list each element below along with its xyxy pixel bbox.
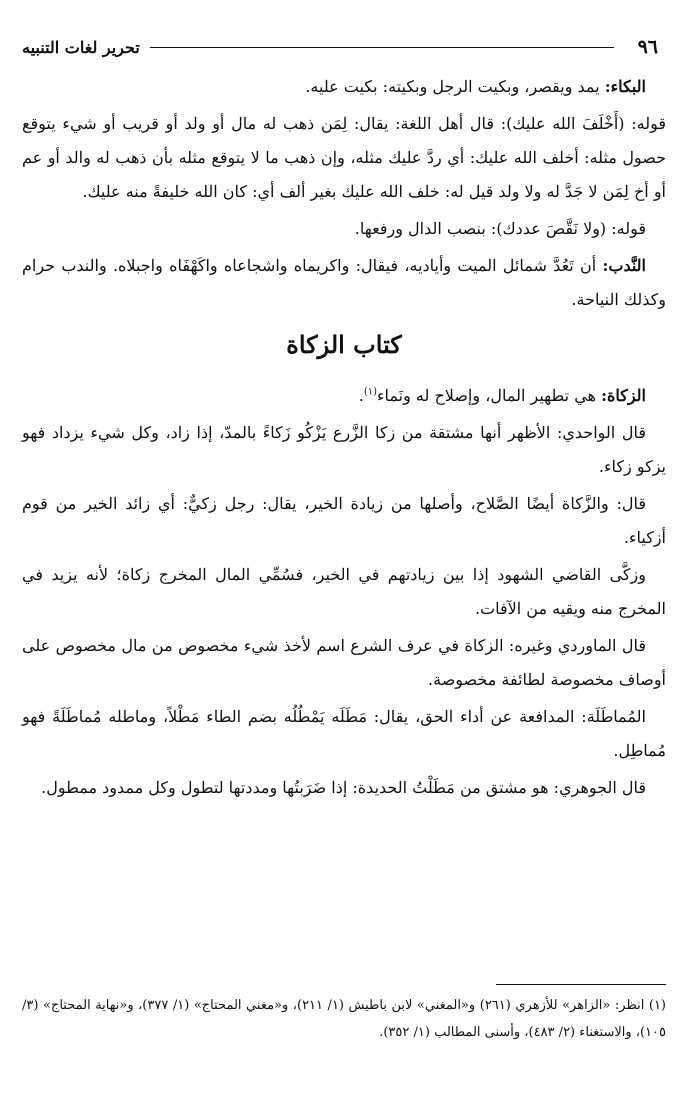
paragraph: [22, 771, 666, 805]
paragraph: [22, 379, 666, 413]
paragraph: [22, 70, 666, 104]
paragraph: [22, 249, 666, 317]
paragraph: [22, 700, 666, 768]
paragraph-text: يمد ويقصر، وبكيت الرجل وبكيته: بكيت عليه.: [305, 77, 605, 96]
paragraph-text: المدافعة عن أداء الحق، يقال: مَطَلَه يَمْطُلُه بضم الطاء مَطْلاً، وماطله مُماطَلَةً فهو مُماطِل.: [22, 707, 666, 760]
paragraph-tail: .: [358, 386, 364, 405]
footnote-separator: [496, 984, 666, 985]
paragraph: [22, 107, 666, 209]
paragraph-text: قال: والزَّكاة أيضًا الصَّلاح، وأصلها من زيادة الخير، يقال: رجل زكيٌّ: أي زائد الخير من قوم أزكياء.: [22, 494, 666, 547]
paragraph-text: أن تَعُدَّ شمائل الميت وأياديه، فيقال: واكريماه واشجاعاه واكَهْفَاه واجبلاه. والندب حرام وكذلك النياحة.: [22, 256, 666, 309]
footnote-reference[interactable]: (١): [363, 386, 378, 398]
paragraph-text: قال الجوهري: هو مشتق من مَطَلْتُ الحديدة: إذا ضَرَبتُها ومددتها لتطول وكل ممدود ممطول.: [41, 778, 646, 797]
header-rule: [150, 47, 614, 48]
paragraph: [22, 212, 666, 246]
term: الزكاة:: [601, 386, 646, 405]
paragraph: [22, 416, 666, 484]
term: النَّدب:: [602, 256, 646, 275]
footnote: (١) انظر: «الزاهر» للأزهري (٢٦١) و«المغني» لابن باطيش (١/ ٢١١)، و«مغني المحتاج» (١/ ٣٧٧)، و«نهاية المحتاج» (٣/ ١٠٥)، والاستغناء (٢/ ٤٨٣)، وأسنى المطالب (١/ ٣٥٢).: [22, 998, 666, 1040]
page-header: [22, 30, 658, 64]
term: المُماطَلَة:: [581, 707, 646, 726]
body-text: [22, 70, 666, 808]
paragraph: [22, 558, 666, 626]
paragraph-text: قال الماوردي وغيره: الزكاة في عرف الشرع اسم لأخذ شيء مخصوص من مال مخصوص على أوصاف مخصوصة لطائفة مخصوصة.: [22, 636, 666, 689]
term: البكاء:: [604, 77, 646, 96]
book-title: تحرير لغات التنبيه: [22, 37, 140, 57]
paragraph-text: قوله: (ولا نَقَّصَ عددك): بنصب الدال ورفعها.: [354, 219, 646, 238]
paragraph: [22, 487, 666, 555]
paragraph: [22, 629, 666, 697]
paragraph-text: قال الواحدي: الأظهر أنها مشتقة من زكا الزَّرع يَزْكُو زَكاءً بالمدّ، إذا زاد، وكل شيء يزداد فهو يزكو زكاء.: [22, 423, 666, 476]
chapter-title: كتاب الزكاة: [286, 330, 402, 359]
page-number: ٩٦: [637, 36, 658, 58]
paragraph-text: قوله: (أَخْلَفَ الله عليك): قال أهل اللغة: يقال: لِمَن ذهب له مال أو ولد أو قريب أو شيء يتوقع حصول مثله: أخلف الله عليك: أي ردَّ عليك مثله، وإن ذهب ما لا يتوقع مثله بأن ذهب له والد أو عم أو أخ لِمَن لا جَدَّ له ولا ولد قيل له: خلف الله عليك بغير ألف أي: كان الله خليفةً منه عليك.: [22, 114, 666, 201]
paragraph-text: هي تطهير المال، وإصلاح له ونَماء: [377, 386, 602, 405]
paragraph-text: وزكَّى القاضي الشهود إذا بين زيادتهم في الخير، فسُمِّي المال المخرج زكاة؛ لأنه يزيد في المخرج منه ويقيه من الآفات.: [22, 565, 666, 618]
